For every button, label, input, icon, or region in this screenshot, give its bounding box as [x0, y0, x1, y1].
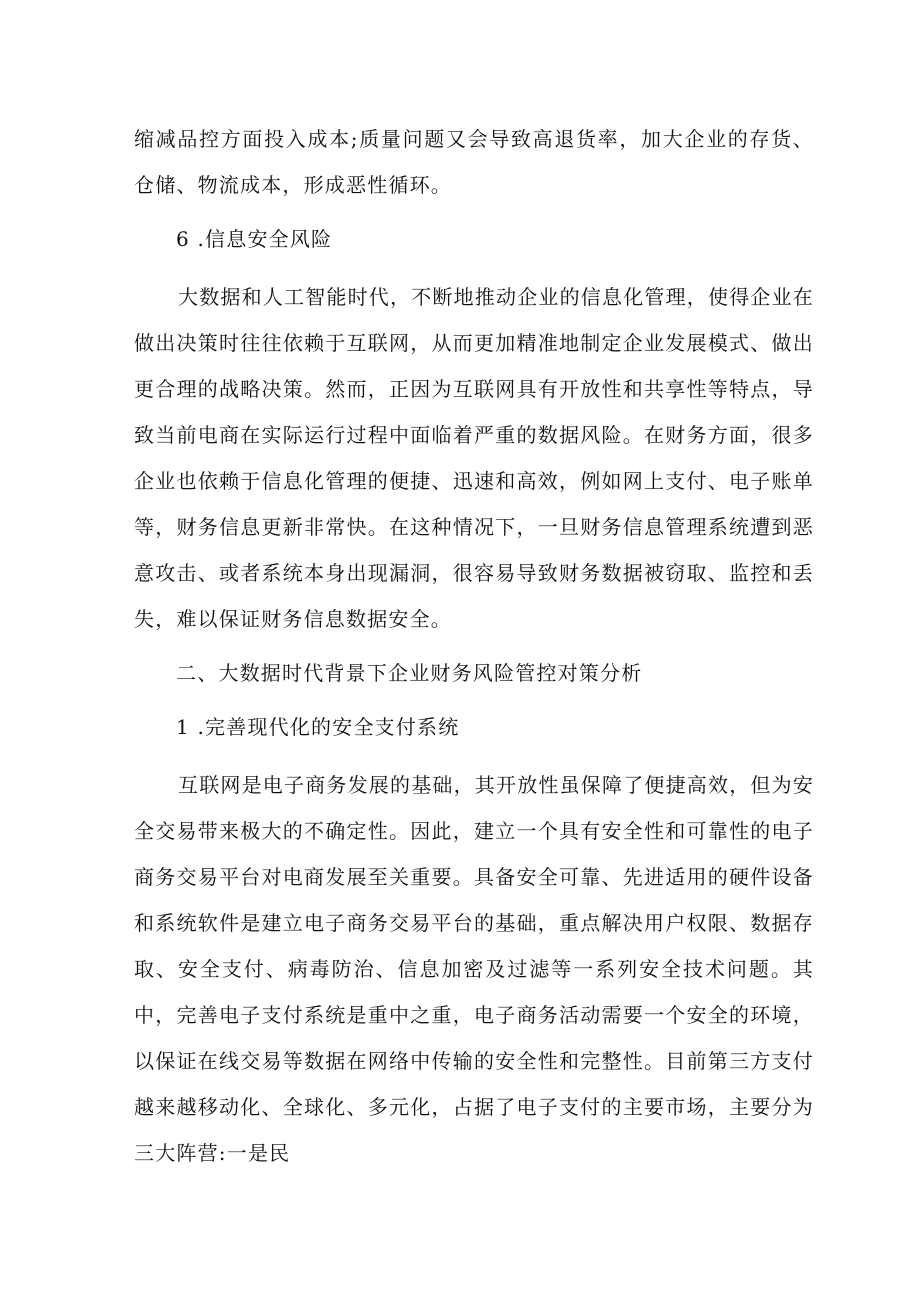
- spacer: [134, 642, 814, 650]
- paragraph-info-security: 大数据和人工智能时代，不断地推动企业的信息化管理，使得企业在做出决策时往往依赖于互联网，从而更加精准地制定企业发展模式、做出更合理的战略决策。然而，正因为互联网具有开放性和共享性等特点，导致当前电商在实际运行过程中面临着严重的数据风险。在财务方面，很多企业也依赖于信息化管理的便捷、迅速和高效，例如网上支付、电子账单等，财务信息更新非常快。在这种情况下，一旦财务信息管理系统遭到恶意攻击、或者系统本身出现漏洞，很容易导致财务数据被窃取、监控和丢失，难以保证财务信息数据安全。: [134, 285, 814, 631]
- paragraph-payment-system: 互联网是电子商务发展的基础，其开放性虽保障了便捷高效，但为安全交易带来极大的不确定性。因此，建立一个具有安全性和可靠性的电子商务交易平台对电商发展至关重要。具备安全可靠、先进适用的硬件设备和系统软件是建立电子商务交易平台的基础，重点解决用户权限、数据存取、安全支付、病毒防治、信息加密及过滤等一系列安全技术问题。其中，完善电子支付系统是重中之重，电子商务活动需要一个安全的环境，以保证在线交易等数据在网络中传输的安全性和完整性。目前第三方支付越来越移动化、全球化、多元化，占据了电子支付的主要市场，主要分为三大阵营:一是民: [134, 773, 814, 1165]
- section-heading-6: 6 .信息安全风险: [176, 227, 333, 251]
- section-heading-1: 1 .完善现代化的安全支付系统: [176, 715, 460, 739]
- spacer: [134, 262, 814, 274]
- spacer: [134, 208, 814, 216]
- spacer: [134, 750, 814, 762]
- spacer: [134, 696, 814, 704]
- paragraph-continuation: 缩减品控方面投入成本;质量问题又会导致高退货率，加大企业的存货、仓储、物流成本，形成恶性循环。: [134, 127, 814, 197]
- chapter-heading-2: 二、大数据时代背景下企业财务风险管控对策分析: [176, 661, 643, 685]
